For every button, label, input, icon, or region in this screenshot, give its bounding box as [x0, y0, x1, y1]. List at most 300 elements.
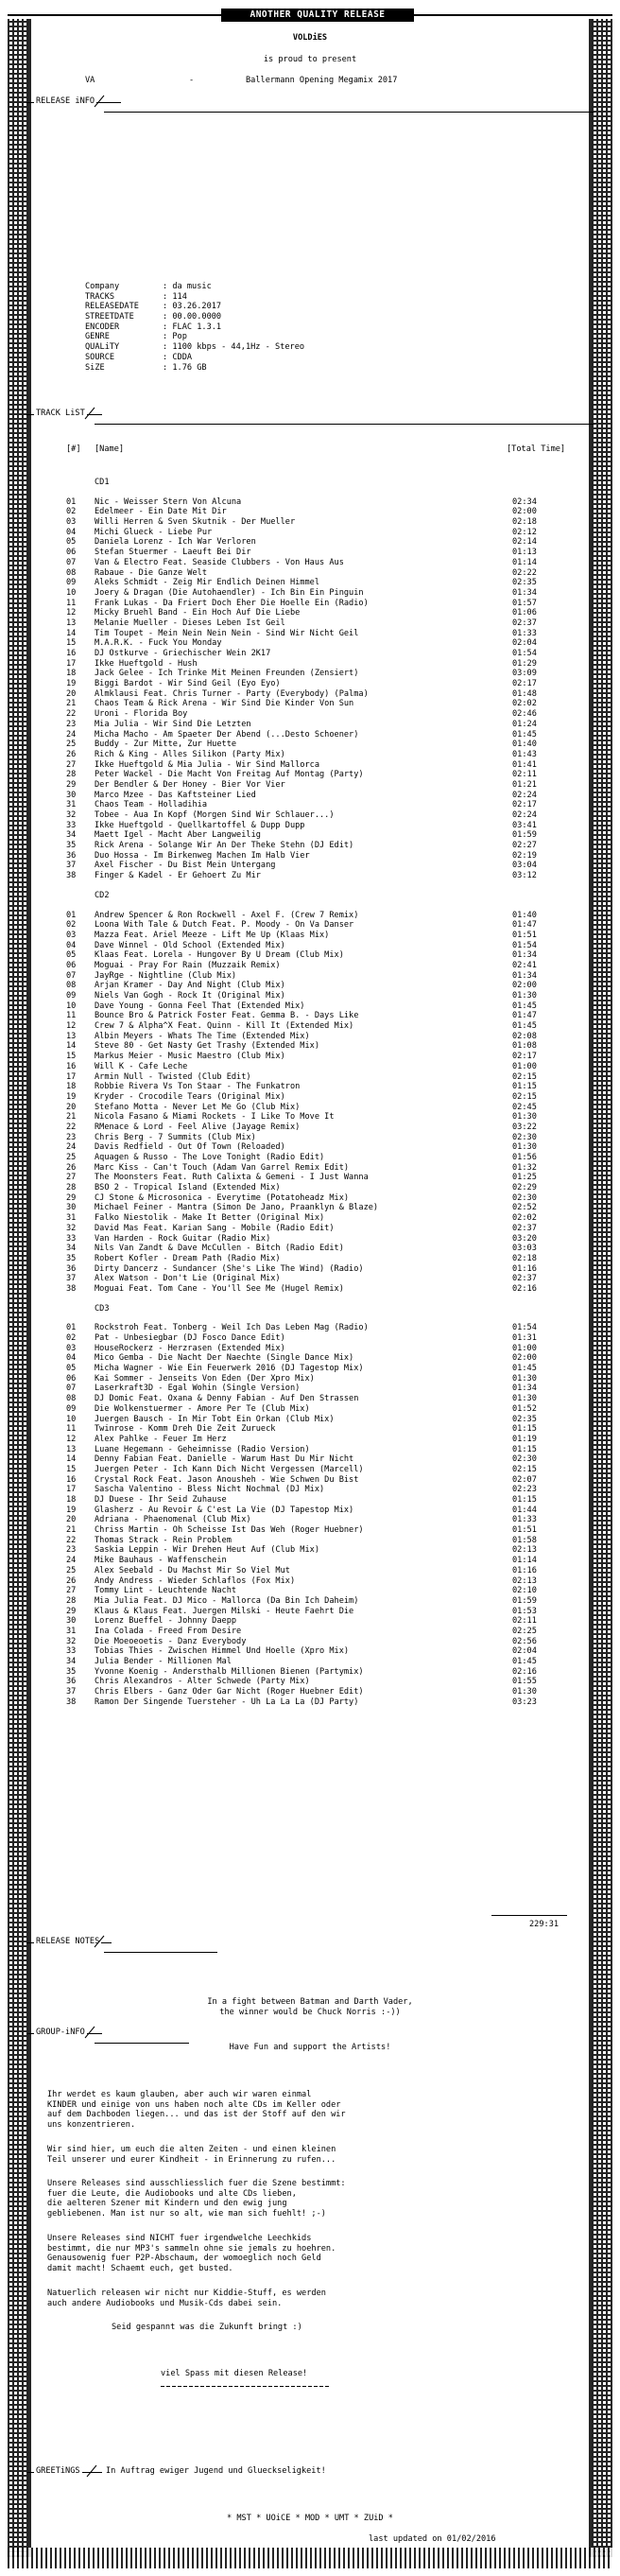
track-name: Moguai - Pray For Rain (Muzzaik Remix): [95, 960, 281, 970]
track-name: Nils Van Zandt & Dave McCullen - Bitch (Radio Edit): [95, 1244, 344, 1254]
track-row: [66, 1284, 558, 1295]
track-number: 24: [66, 1556, 77, 1566]
track-number: 27: [66, 759, 77, 770]
group-name: VOLDiES: [292, 33, 328, 43]
release-info-value: : Pop: [163, 332, 187, 342]
track-name: DJ Duese - Ihr Seid Zuhause: [95, 1495, 227, 1505]
track-number: 10: [66, 1001, 77, 1011]
track-number: 38: [66, 1283, 77, 1294]
section-slash-icon: [85, 2464, 98, 2478]
track-number: 02: [66, 920, 77, 931]
track-duration: 01:58: [512, 1535, 537, 1545]
track-name: Julia Bender - Millionen Mal: [95, 1657, 232, 1666]
release-info-row: [85, 282, 304, 292]
track-name: Andy Andress - Wieder Schlaflos (Fox Mix): [95, 1575, 296, 1586]
track-row: [66, 1374, 558, 1384]
track-name: Mike Bauhaus - Waffenschein: [95, 1556, 227, 1566]
track-name: Niels Van Gogh - Rock It (Original Mix): [95, 991, 285, 1001]
track-number: 25: [66, 1153, 77, 1162]
track-row: [66, 599, 558, 609]
track-name: Laserkraft3D - Egal Wohin (Single Version): [95, 1384, 301, 1394]
track-row: [66, 1657, 558, 1667]
track-duration: 03:03: [512, 1244, 537, 1254]
track-row: [66, 961, 558, 971]
track-number: 30: [66, 1616, 77, 1627]
track-name: Ikke Hueftgold - Hush: [95, 658, 198, 669]
track-duration: 02:29: [512, 1183, 537, 1193]
track-duration: 02:13: [512, 1545, 537, 1556]
track-row: [66, 528, 558, 538]
track-duration: 01:51: [512, 930, 537, 940]
track-name: Marc Kiss - Can't Touch (Adam Van Garrel Remix Edit): [95, 1162, 350, 1173]
track-name: Ikke Hueftgold - Quellkartoffel & Dupp Dupp: [95, 820, 305, 830]
track-name: CJ Stone & Microsonica - Everytime (Potatoheadz Mix): [95, 1192, 350, 1203]
track-name: Michi Glueck - Liebe Pur: [95, 527, 213, 537]
track-row: [66, 770, 558, 780]
release-info-key: SOURCE: [85, 352, 115, 362]
track-name: Kryder - Crocodile Tears (Original Mix): [95, 1091, 285, 1102]
track-row: [66, 1021, 558, 1032]
track-name: Nicola Fasano & Miami Rockets - I Like To Move It: [95, 1112, 335, 1123]
track-row: [66, 1566, 558, 1576]
track-row: [66, 1506, 558, 1516]
track-name: Steve 80 - Get Nasty Get Trashy (Extended Mix): [95, 1041, 319, 1052]
track-number: 07: [66, 1384, 77, 1394]
group-tagline: Have Fun and support the Artists!: [229, 2043, 391, 2052]
track-duration: 02:15: [512, 1464, 537, 1474]
track-number: 37: [66, 861, 77, 871]
track-number: 27: [66, 1173, 77, 1183]
release-info-row: [85, 322, 304, 333]
track-row: [66, 780, 558, 791]
track-duration: 02:27: [512, 841, 537, 851]
track-row: [66, 1001, 558, 1012]
track-row: [66, 669, 558, 679]
track-name: Maett Igel - Macht Aber Langweilig: [95, 830, 261, 841]
section-slash-icon: [83, 2026, 96, 2039]
track-number: 37: [66, 1687, 77, 1697]
top-banner-bar: [8, 8, 612, 23]
track-number: 37: [66, 1274, 77, 1284]
track-duration: 01:45: [512, 1001, 537, 1011]
track-duration: 02:11: [512, 770, 537, 780]
track-name: Denny Fabian Feat. Danielle - Warum Hast Du Mir Nicht: [95, 1454, 354, 1465]
track-duration: 02:37: [512, 618, 537, 628]
track-number: 22: [66, 1122, 77, 1132]
track-name: Van & Electro Feat. Seaside Clubbers - Von Haus Aus: [95, 557, 344, 567]
track-duration: 02:16: [512, 1283, 537, 1294]
track-name: Dirty Dancerz - Sundancer (She's Like The Wind) (Radio): [95, 1263, 364, 1274]
track-duration: 02:37: [512, 1223, 537, 1233]
track-name: Daniela Lorenz - Ich War Verloren: [95, 537, 256, 548]
track-row: [66, 1384, 558, 1394]
track-name: Tim Toupet - Mein Nein Nein Nein - Sind Wir Nicht Geil: [95, 628, 359, 638]
track-row: [66, 629, 558, 639]
track-duration: 01:47: [512, 920, 537, 931]
track-number: 28: [66, 1183, 77, 1193]
track-row: [66, 1203, 558, 1213]
track-duration: 01:54: [512, 940, 537, 950]
track-number: 17: [66, 658, 77, 669]
track-duration: 03:41: [512, 820, 537, 830]
track-row: [66, 1142, 558, 1153]
track-duration: 01:45: [512, 1657, 537, 1666]
track-number: 33: [66, 1646, 77, 1657]
track-number: 19: [66, 1091, 77, 1102]
track-row: [66, 1586, 558, 1596]
track-number: 14: [66, 1454, 77, 1465]
track-duration: 01:45: [512, 1021, 537, 1032]
track-number: 35: [66, 841, 77, 851]
track-row: [66, 1353, 558, 1364]
track-duration: 02:46: [512, 709, 537, 720]
track-duration: 01:00: [512, 1061, 537, 1071]
track-duration: 01:16: [512, 1263, 537, 1274]
track-number: 30: [66, 1203, 77, 1213]
track-number: 18: [66, 1082, 77, 1092]
track-name: Will K - Cafe Leche: [95, 1061, 188, 1071]
track-row: [66, 517, 558, 528]
track-row: [66, 1415, 558, 1425]
release-info-value: : 1.76 GB: [163, 362, 207, 373]
track-row: [66, 1454, 558, 1465]
track-row: [66, 548, 558, 558]
disc-header: CD3: [95, 1303, 110, 1314]
track-name: Klaus & Klaus Feat. Juergen Milski - Heute Faehrt Die: [95, 1606, 354, 1616]
track-row: [66, 911, 558, 921]
track-name: Uroni - Florida Boy: [95, 709, 188, 720]
track-row: [66, 760, 558, 771]
track-row: [66, 588, 558, 599]
col-time-header: [Total Time]: [507, 444, 566, 454]
track-number: 38: [66, 1697, 77, 1707]
track-number: 32: [66, 1223, 77, 1233]
track-name: The Moonsters Feat. Ruth Calixta & Gemeni - I Just Wanna: [95, 1173, 369, 1183]
track-number: 21: [66, 1525, 77, 1536]
track-duration: 01:30: [512, 1112, 537, 1123]
track-row: [66, 1052, 558, 1062]
track-duration: 01:06: [512, 608, 537, 618]
track-row: [66, 800, 558, 810]
track-number: 25: [66, 740, 77, 750]
title-dash: -: [189, 76, 195, 85]
track-duration: 01:30: [512, 1394, 537, 1404]
track-name: Van Harden - Rock Guitar (Radio Mix): [95, 1233, 271, 1244]
track-name: Falko Niestolik - Make It Better (Original Mix): [95, 1213, 325, 1224]
track-row: [66, 638, 558, 649]
track-name: JayRge - Nightline (Club Mix): [95, 970, 237, 981]
track-row: [66, 1234, 558, 1244]
track-duration: 02:45: [512, 1102, 537, 1112]
track-row: [66, 537, 558, 548]
track-row: [66, 740, 558, 750]
track-name: Stefano Motta - Never Let Me Go (Club Mix): [95, 1102, 301, 1112]
last-updated: last updated on 01/02/2016: [369, 2534, 496, 2544]
right-ascii-border: [592, 19, 612, 2557]
track-number: 28: [66, 1595, 77, 1606]
track-number: 06: [66, 960, 77, 970]
track-name: Aquagen & Russo - The Love Tonight (Radio Edit): [95, 1153, 325, 1162]
track-number: 31: [66, 1213, 77, 1224]
greetings-text: In Auftrag ewiger Jugend und Glueckseligkeit!: [106, 2466, 326, 2476]
track-row: [66, 920, 558, 931]
track-number: 02: [66, 1333, 77, 1343]
release-info-value: : CDDA: [163, 352, 193, 362]
track-duration: 02:00: [512, 1353, 537, 1364]
track-row: [66, 981, 558, 991]
track-name: Lorenz Bueffel - Johnny Daepp: [95, 1616, 237, 1627]
group-info-label: GROUP-iNFO: [36, 2028, 85, 2037]
track-number: 06: [66, 1373, 77, 1384]
track-duration: 02:35: [512, 1414, 537, 1424]
track-row: [66, 861, 558, 871]
track-duration: 01:30: [512, 1142, 537, 1153]
track-number: 32: [66, 810, 77, 820]
track-number: 18: [66, 1495, 77, 1505]
track-row: [66, 730, 558, 740]
track-duration: 02:02: [512, 699, 537, 709]
track-name: Crew 7 & Alpha^X Feat. Quinn - Kill It (Extended Mix): [95, 1021, 354, 1032]
track-duration: 01:32: [512, 1162, 537, 1173]
track-number: 25: [66, 1565, 77, 1575]
track-duration: 01:41: [512, 759, 537, 770]
track-name: Chris Alexandros - Alter Schwede (Party Mix): [95, 1677, 310, 1687]
track-row: [66, 558, 558, 568]
track-name: Albin Meyers - Whats The Time (Extended Mix): [95, 1031, 310, 1041]
track-name: Alex Pahlke - Feuer Im Herz: [95, 1434, 227, 1444]
track-duration: 02:14: [512, 537, 537, 548]
track-name: Ina Colada - Freed From Desire: [95, 1626, 242, 1636]
track-duration: 03:23: [512, 1697, 537, 1707]
track-row: [66, 578, 558, 588]
track-duration: 02:30: [512, 1454, 537, 1465]
release-note-line-1: In a fight between Batman and Darth Vader,: [207, 1997, 413, 2007]
track-row: [66, 1596, 558, 1607]
track-name: Almklausi Feat. Chris Turner - Party (Everybody) (Palma): [95, 688, 369, 699]
track-row: [66, 689, 558, 700]
group-paragraph-4: Unsere Releases sind NICHT fuer irgendwelche Leechkids bestimmt, die nur MP3's sammeln ohne sie jemals zu hoehren. Genausowenig fuer P2P-Abschaum, der womoeglich noch Geld damit macht! Schaemt euch, get busted.: [47, 2234, 336, 2274]
release-info-row: [85, 363, 304, 374]
greetings-label: GREETiNGS: [36, 2466, 80, 2476]
track-number: 07: [66, 557, 77, 567]
track-row: [66, 1495, 558, 1506]
track-row: [66, 699, 558, 709]
track-name: Glasherz - Au Revoir & C'est La Vie (DJ Tapestop Mix): [95, 1505, 354, 1515]
track-number: 36: [66, 1677, 77, 1687]
track-number: 26: [66, 749, 77, 759]
track-name: Die Wolkenstuermer - Amore Per Te (Club Mix): [95, 1403, 310, 1414]
track-row: [66, 1485, 558, 1495]
track-duration: 01:43: [512, 749, 537, 759]
section-slash-icon: [93, 95, 106, 108]
track-number: 12: [66, 608, 77, 618]
track-number: 17: [66, 1071, 77, 1082]
track-row: [66, 1677, 558, 1687]
track-duration: 01:51: [512, 1525, 537, 1536]
track-number: 08: [66, 981, 77, 991]
track-name: Rockstroh Feat. Tonberg - Weil Ich Das Leben Mag (Radio): [95, 1323, 369, 1333]
total-time: 229:31: [529, 1920, 560, 1929]
track-row: [66, 1011, 558, 1021]
track-name: Markus Meier - Music Maestro (Club Mix): [95, 1052, 285, 1062]
track-number: 15: [66, 1052, 77, 1062]
track-row: [66, 497, 558, 508]
release-info-row: [85, 302, 304, 312]
track-number: 38: [66, 871, 77, 881]
track-duration: 01:53: [512, 1606, 537, 1616]
track-number: 11: [66, 598, 77, 608]
track-duration: 02:10: [512, 1586, 537, 1596]
track-row: [66, 720, 558, 730]
track-duration: 01:31: [512, 1333, 537, 1343]
track-name: Ikke Hueftgold & Mia Julia - Wir Sind Mallorca: [95, 759, 319, 770]
track-number: 13: [66, 618, 77, 628]
release-info-value: : 114: [163, 291, 187, 302]
track-row: [66, 750, 558, 760]
group-paragraph-3: Unsere Releases sind ausschliesslich fuer die Szene bestimmt: fuer die Leute, die Audiobooks und alte CDs lieben, die aelteren Szener mit Kindern und den ewig jung gebliebenen. Man ist nur so alt, wie man sich fuehlt! ;-): [47, 2179, 346, 2219]
track-row: [66, 1445, 558, 1455]
track-row: [66, 1646, 558, 1657]
track-row: [66, 1424, 558, 1435]
group-closing-2: viel Spass mit diesen Release!: [161, 2369, 308, 2378]
track-name: Edelmeer - Ein Date Mit Dir: [95, 507, 227, 517]
track-row: [66, 1264, 558, 1275]
track-number: 14: [66, 628, 77, 638]
track-number: 12: [66, 1021, 77, 1032]
track-number: 14: [66, 1041, 77, 1052]
track-duration: 02:18: [512, 517, 537, 528]
release-info-value: : 03.26.2017: [163, 302, 222, 312]
track-name: Melanie Mueller - Dieses Leben Ist Geil: [95, 618, 285, 628]
greetings-credits: * MST * UOiCE * MOD * UMT * ZUiD *: [227, 2514, 393, 2523]
track-name: Duo Hossa - Im Birkenweg Machen Im Halb Vier: [95, 850, 310, 861]
track-name: Joery & Dragan (Die Autohaendler) - Ich Bin Ein Pinguin: [95, 587, 364, 598]
section-slash-icon: [83, 407, 96, 420]
track-row: [66, 1333, 558, 1344]
track-number: 34: [66, 1244, 77, 1254]
track-name: Willi Herren & Sven Skutnik - Der Mueller: [95, 517, 296, 528]
track-name: Peter Wackel - Die Macht Von Freitag Auf Montag (Party): [95, 770, 364, 780]
track-row: [66, 1123, 558, 1133]
track-name: Jack Gelee - Ich Trinke Mit Meinen Freunden (Zensiert): [95, 669, 359, 679]
track-duration: 02:15: [512, 1071, 537, 1082]
track-number: 26: [66, 1575, 77, 1586]
track-number: 21: [66, 699, 77, 709]
track-name: HouseRockerz - Herzrasen (Extended Mix): [95, 1343, 285, 1353]
track-row: [66, 1394, 558, 1404]
track-row: [66, 830, 558, 841]
track-number: 23: [66, 719, 77, 729]
track-duration: 01:45: [512, 1364, 537, 1374]
track-duration: 01:54: [512, 1323, 537, 1333]
track-number: 03: [66, 517, 77, 528]
release-info-key: SiZE: [85, 362, 105, 373]
track-duration: 02:17: [512, 800, 537, 810]
track-duration: 02:08: [512, 1031, 537, 1041]
release-info-label: RELEASE iNFO: [36, 96, 95, 106]
track-number: 21: [66, 1112, 77, 1123]
track-row: [66, 841, 558, 851]
track-name: Micky Bruehl Band - Ein Hoch Auf Die Liebe: [95, 608, 301, 618]
track-row: [66, 1163, 558, 1174]
track-row: [66, 1072, 558, 1083]
release-info-key: ENCODER: [85, 322, 120, 332]
track-duration: 01:19: [512, 1434, 537, 1444]
track-name: Buddy - Zur Mitte, Zur Huette: [95, 740, 237, 750]
track-number: 10: [66, 587, 77, 598]
track-row: [66, 1344, 558, 1354]
track-row: [66, 507, 558, 517]
track-name: Aleks Schmidt - Zeig Mir Endlich Deinen Himmel: [95, 578, 319, 588]
track-name: Rabaue - Die Ganze Welt: [95, 567, 207, 578]
track-row: [66, 1687, 558, 1697]
release-info-value: : 00.00.0000: [163, 312, 222, 322]
track-duration: 01:15: [512, 1444, 537, 1454]
track-duration: 02:04: [512, 1646, 537, 1657]
track-duration: 01:34: [512, 1384, 537, 1394]
track-name: RMenace & Lord - Feel Alive (Jayage Remix): [95, 1122, 301, 1132]
track-row: [66, 679, 558, 689]
track-duration: 01:47: [512, 1011, 537, 1021]
track-name: Stefan Stuermer - Laeuft Bei Dir: [95, 548, 251, 558]
track-number: 06: [66, 548, 77, 558]
track-number: 10: [66, 1414, 77, 1424]
track-number: 31: [66, 800, 77, 810]
track-number: 31: [66, 1626, 77, 1636]
track-duration: 01:30: [512, 1687, 537, 1697]
track-name: Finger & Kadel - Er Gehoert Zu Mir: [95, 871, 261, 881]
track-name: Klaas Feat. Lorela - Hungover By U Dream (Club Mix): [95, 950, 344, 961]
track-duration: 01:54: [512, 649, 537, 658]
track-name: Micha Macho - Am Spaeter Der Abend (...Desto Schoener): [95, 729, 359, 740]
track-name: BSO 2 - Tropical Island (Extended Mix): [95, 1183, 281, 1193]
release-info-row: [85, 312, 304, 322]
track-number: 13: [66, 1444, 77, 1454]
track-number: 13: [66, 1031, 77, 1041]
track-number: 07: [66, 970, 77, 981]
track-number: 26: [66, 1162, 77, 1173]
track-row: [66, 1062, 558, 1072]
track-number: 15: [66, 638, 77, 649]
track-row: [66, 971, 558, 982]
track-number: 20: [66, 688, 77, 699]
track-number: 05: [66, 1364, 77, 1374]
track-duration: 02:17: [512, 679, 537, 689]
track-row: [66, 1112, 558, 1123]
track-duration: 01:13: [512, 548, 537, 558]
track-name: Ramon Der Singende Tuersteher - Uh La La La (DJ Party): [95, 1697, 359, 1707]
track-row: [66, 931, 558, 941]
track-name: David Mas Feat. Karian Sang - Mobile (Radio Edit): [95, 1223, 335, 1233]
track-duration: 01:33: [512, 628, 537, 638]
track-name: Moguai Feat. Tom Cane - You'll See Me (Hugel Remix): [95, 1283, 344, 1294]
track-name: Frank Lukas - Da Friert Doch Eher Die Hoelle Ein (Radio): [95, 598, 369, 608]
track-number: 15: [66, 1464, 77, 1474]
group-closing-1: Seid gespannt was die Zukunft bringt :): [112, 2323, 302, 2332]
track-duration: 01:59: [512, 1595, 537, 1606]
release-info-key: RELEASEDATE: [85, 302, 139, 312]
track-number: 30: [66, 790, 77, 800]
track-row: [66, 1667, 558, 1678]
track-duration: 02:41: [512, 960, 537, 970]
track-row: [66, 1032, 558, 1042]
track-duration: 02:23: [512, 1485, 537, 1495]
track-number: 29: [66, 779, 77, 790]
track-row: [66, 1254, 558, 1264]
track-number: 16: [66, 1061, 77, 1071]
track-name: Mia Julia Feat. DJ Mico - Mallorca (Da Bin Ich Daheim): [95, 1595, 359, 1606]
track-row: [66, 1536, 558, 1546]
